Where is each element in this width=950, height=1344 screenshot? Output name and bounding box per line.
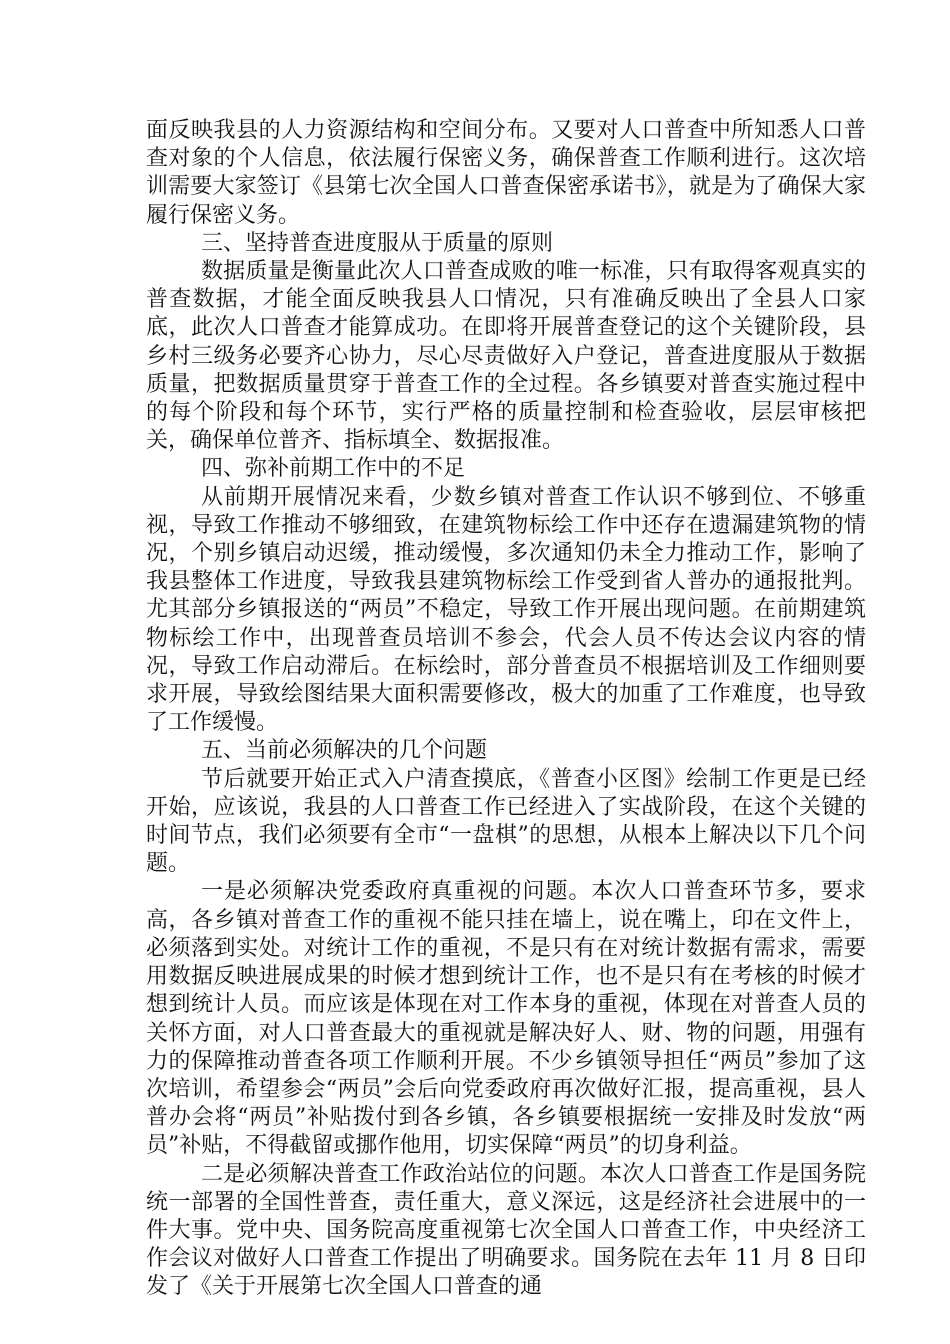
section-heading-3: 三、坚持普查进度服从于质量的原则	[201, 230, 554, 256]
paragraph-issue-two: 二是必须解决普查工作政治站位的问题。本次人口普查工作是国务院统一部署的全国性普查，责任重大，意义深远，这是经济社会进展中的一件大事。党中央、国务院高度重视第七次全国人口普查工作，中央经济工作会议对做好人口普查工作提出了明确要求。国务院在去年 11 月 8 日印发了《关于开展第七次全国人口普查的通	[146, 1161, 866, 1300]
paragraph-shortcomings: 从前期开展情况来看，少数乡镇对普查工作认识不够到位、不够重视，导致工作推动不够细致，在建筑物标绘工作中还存在遗漏建筑物的情况，个别乡镇启动迟缓，推动缓慢，多次通知仍未全力推动工作，影响了我县整体工作进度，导致我县建筑物标绘工作受到省人普办的通报批判。尤其部分乡镇报送的“两员”不稳定，导致工作开展出现问题。在前期建筑物标绘工作中，出现普查员培训不参会，代会人员不传达会议内容的情况，导致工作启动滞后。在标绘时，部分普查员不根据培训及工作细则要求开展，导致绘图结果大面积需要修改，极大的加重了工作难度，也导致了工作缓慢。	[146, 484, 866, 736]
document-body	[146, 117, 866, 1302]
section-heading-5: 五、当前必须解决的几个问题	[201, 738, 488, 764]
paragraph-current-stage: 节后就要开始正式入户清查摸底，《普查小区图》绘制工作更是已经开始，应该说，我县的人口普查工作已经进入了实战阶段，在这个关键的时间节点，我们必须要有全市“一盘棋”的思想，从根本上解决以下几个问题。	[146, 766, 866, 877]
paragraph-data-quality: 数据质量是衡量此次人口普查成败的唯一标准，只有取得客观真实的普查数据，才能全面反映我县人口情况，只有准确反映出了全县人口家底，此次人口普查才能算成功。在即将开展普查登记的这个关键阶段，县乡村三级务必要齐心协力，尽心尽责做好入户登记，普查进度服从于数据质量，把数据质量贯穿于普查工作的全过程。各乡镇要对普查实施过程中的每个阶段和每个环节，实行严格的质量控制和检查验收，层层审核把关，确保单位普齐、指标填全、数据报准。	[146, 259, 866, 454]
section-heading-4: 四、弥补前期工作中的不足	[201, 456, 466, 482]
paragraph-privacy: 面反映我县的人力资源结构和空间分布。又要对人口普查中所知悉人口普查对象的个人信息，依法履行保密义务，确保普查工作顺利进行。这次培训需要大家签订《县第七次全国人口普查保密承诺书》，就是为了确保大家履行保密义务。	[146, 118, 866, 228]
paragraph-issue-one: 一是必须解决党委政府真重视的问题。本次人口普查环节多，要求高，各乡镇对普查工作的重视不能只挂在墙上，说在嘴上，印在文件上，必须落到实处。对统计工作的重视，不是只有在对统计数据有需求，需要用数据反映进展成果的时候才想到统计工作，也不是只有在考核的时候才想到统计人员。而应该是体现在对工作本身的重视，体现在对普查人员的关怀方面，对人口普查最大的重视就是解决好人、财、物的问题，用强有力的保障推动普查各项工作顺利开展。不少乡镇领导担任“两员”参加了这次培训，希望参会“两员”会后向党委政府再次做好汇报，提高重视，县人普办会将“两员”补贴拨付到各乡镇，各乡镇要根据统一安排及时发放“两员”补贴，不得截留或挪作他用，切实保障“两员”的切身利益。	[146, 879, 866, 1159]
